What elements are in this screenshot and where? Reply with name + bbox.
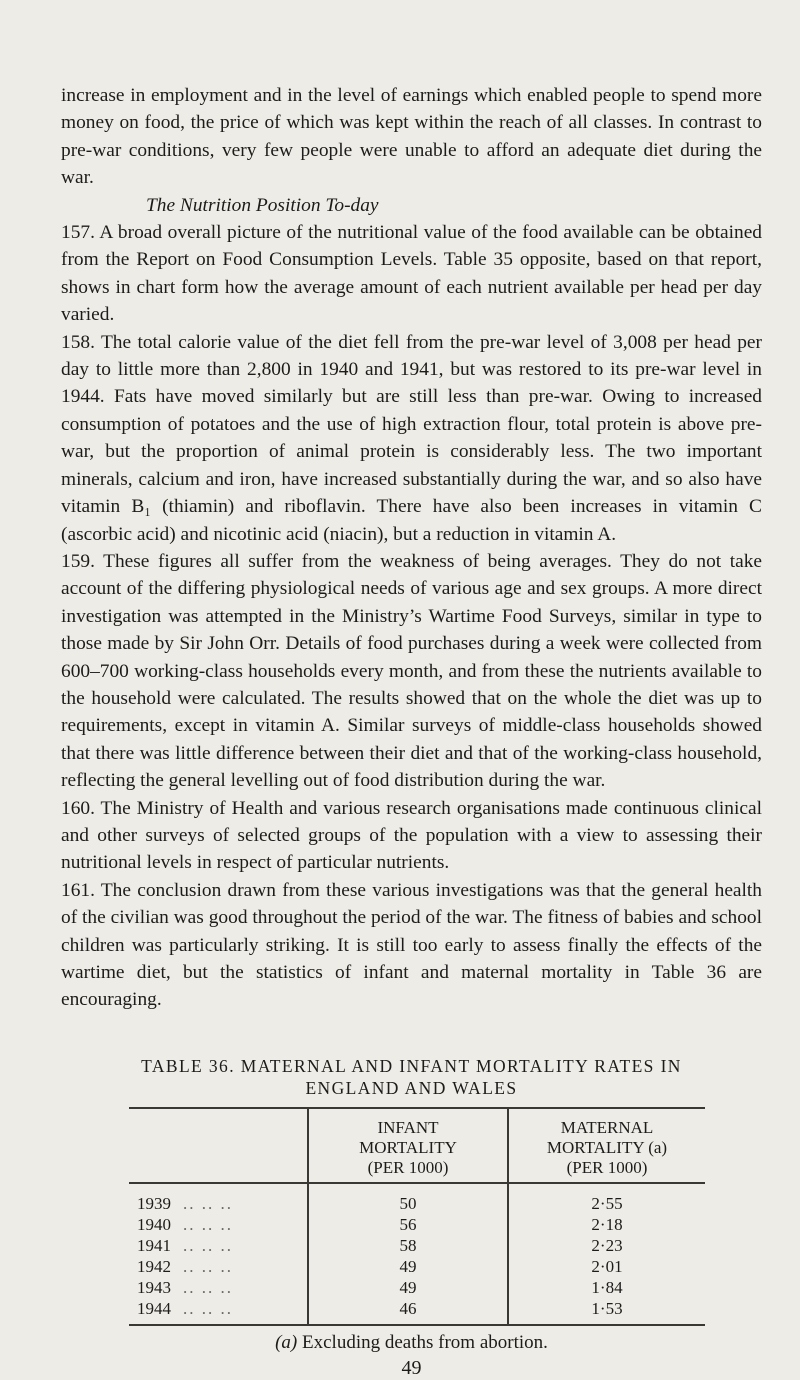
table-row <box>129 1215 705 1236</box>
leader-dots: .. .. .. <box>183 1236 233 1256</box>
paragraph-158: 158. The total calorie value of the diet fell from the pre-war level of 3,008 per head per day to little more than 2,800 in 1940 and 1941, but was restored to its pre-war level in 1944. Fats have moved similarly but are still less than pre-war. Owing to increased consumption of potatoes and the use of high extraction flour, total protein is above pre-war, but the proportion of animal protein is considerably less. The two important minerals, calcium and iron, have increased substantially during the war, and so also have vitamin B₁ (thiamin) and riboflavin. There have also been increases in vitamin C (ascorbic acid) and nicotinic acid (niacin), but a reduction in vitamin A. <box>61 331 762 545</box>
maternal-cell: 2·01 <box>591 1257 623 1277</box>
year-cell: 1944 <box>137 1299 171 1319</box>
infant-cell: 56 <box>308 1215 508 1236</box>
infant-cell: 58 <box>308 1236 508 1257</box>
paragraph-161: 161. The conclusion drawn from these various investigations was that the general health of the civilian was good throughout the period of the war. The fitness of babies and school children was particularly striking. It is still too early to assess finally the effects of the wartime diet, but the statistics of infant and maternal mortality in Table 36 are encouraging. <box>61 879 762 1011</box>
maternal-header-line-1: MATERNAL <box>560 1117 654 1137</box>
table-row <box>129 1257 705 1278</box>
infant-cell: 46 <box>308 1299 508 1325</box>
infant-header-line-1: INFANT <box>377 1117 439 1137</box>
year-cell: 1942 <box>137 1257 171 1277</box>
maternal-header-line-3: (PER 1000) <box>566 1157 648 1177</box>
table-row <box>129 1183 705 1215</box>
table-title-line-1: TABLE 36. MATERNAL AND INFANT MORTALITY RATES IN <box>141 1055 682 1076</box>
maternal-cell: 2·18 <box>591 1215 623 1235</box>
infant-mortality-header <box>308 1108 508 1183</box>
maternal-header-line-2: MORTALITY (a) <box>546 1137 668 1157</box>
paragraph-157: 157. A broad overall picture of the nutritional value of the food available can be obtained from the Report on Food Consumption Levels. Table 35 opposite, based on that report, shows in chart form how the average amount of each nutrient available per head per day varied. <box>61 222 762 326</box>
year-cell: 1939 <box>137 1194 171 1214</box>
infant-header-line-2: MORTALITY <box>359 1137 457 1157</box>
maternal-cell: 2·55 <box>591 1194 623 1214</box>
table-title-line-2: ENGLAND AND WALES <box>305 1077 518 1098</box>
table-row <box>129 1236 705 1257</box>
leader-dots: .. .. .. <box>183 1215 233 1235</box>
maternal-cell: 1·53 <box>591 1299 623 1319</box>
infant-cell: 50 <box>308 1183 508 1215</box>
intro-paragraph: increase in employment and in the level of earnings which enabled people to spend more money on food, the price of which was kept within the reach of all classes. In contrast to pre-war conditions, very few people were unable to afford an adequate diet during the war. <box>61 85 762 189</box>
footnote-text: Excluding deaths from abortion. <box>302 1331 548 1353</box>
leader-dots: .. .. .. <box>183 1194 233 1214</box>
year-cell: 1940 <box>137 1215 171 1235</box>
maternal-mortality-header <box>508 1108 705 1183</box>
section-heading: The Nutrition Position To-day <box>146 194 379 216</box>
table-row <box>129 1278 705 1299</box>
table-title <box>61 1055 762 1099</box>
table-row <box>129 1299 705 1325</box>
year-column-header <box>129 1108 308 1183</box>
infant-header-line-3: (PER 1000) <box>367 1157 449 1177</box>
table-footnote <box>61 1331 762 1355</box>
year-cell: 1941 <box>137 1236 171 1256</box>
page-number: 49 <box>401 1356 422 1379</box>
year-cell: 1943 <box>137 1278 171 1298</box>
paragraph-160: 160. The Ministry of Health and various research organisations made continuous clinical and other surveys of selected groups of the population with a view to assessing their nutritional levels in respect of particular nutrients. <box>61 797 762 874</box>
infant-cell: 49 <box>308 1278 508 1299</box>
leader-dots: .. .. .. <box>183 1257 233 1277</box>
table-header-row <box>129 1108 705 1183</box>
leader-dots: .. .. .. <box>183 1278 233 1298</box>
footnote-mark: (a) <box>275 1331 298 1353</box>
maternal-cell: 1·84 <box>591 1278 623 1298</box>
leader-dots: .. .. .. <box>183 1299 233 1319</box>
infant-cell: 49 <box>308 1257 508 1278</box>
maternal-cell: 2·23 <box>591 1236 623 1256</box>
mortality-table <box>129 1107 705 1326</box>
paragraph-159: 159. These figures all suffer from the weakness of being averages. They do not take account of the differing physiological needs of various age and sex groups. A more direct investigation was attempted in the Ministry’s Wartime Food Surveys, similar in type to those made by Sir John Orr. Details of food purchases during a week were collected from 600–700 working-class households every month, and from these the nutrients available to the household were calculated. The results showed that on the whole the diet was up to requirements, except in vitamin A. Similar surveys of middle-class households showed that there was little difference between their diet and that of the working-class household, reflecting the general levelling out of food distribution during the war. <box>61 550 762 792</box>
